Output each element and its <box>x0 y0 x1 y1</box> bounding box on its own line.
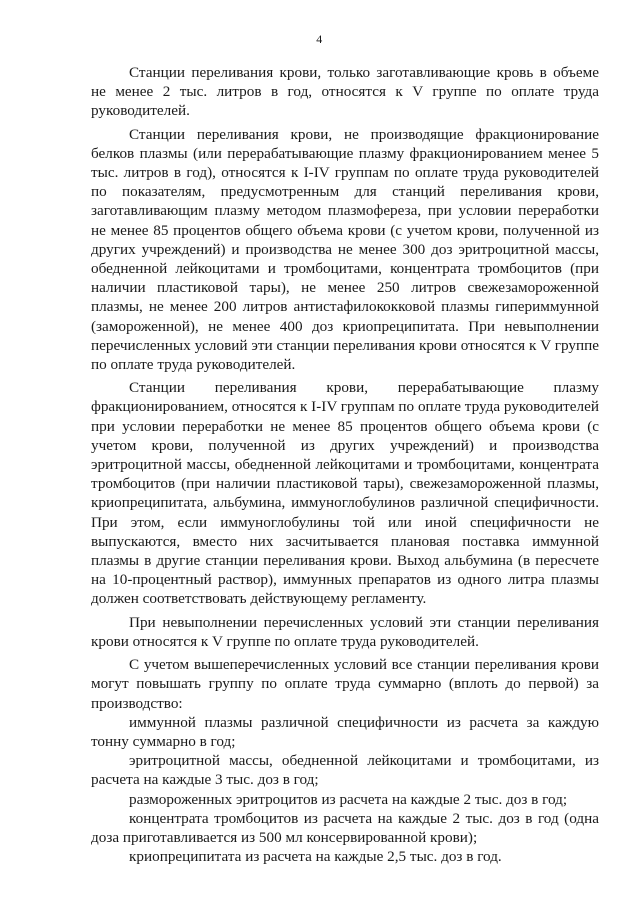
list-item-thawed-erythrocytes: размороженных эритроцитов из расчета на каждые 2 тыс. доз в год; <box>129 790 568 808</box>
list-item-erythrocyte-mass: эритроцитной массы, обедненной лейкоцитами и тромбоцитами, из расчета на каждые 3 тыс. доз в год; <box>91 752 599 789</box>
page-number: 4 <box>316 32 323 46</box>
paragraph-transfusion-v-group: Станции переливания крови, только заготавливающие кровь в объеме не менее 2 тыс. литров в год, относятся к V группе по оплате труда руководителей. <box>91 64 599 120</box>
paragraph-no-fractionation: Станции переливания крови, не производящие фракционирование белков плазмы (или перерабатывающие плазму фракционированием менее 5 тыс. литров в год), относятся к I-IV группам по оплате труда руководителей по показателям, предусмотренным для станций переливания крови, заготавливающим плазму методом плазмофереза, при условии переработки не менее 85 процентов общего объема крови (с учетом крови, полученной из других учреждений) и производства не менее 300 доз эритроцитной массы, обедненной лейкоцитами и тромбоцитами, концентрата тромбоцитов (при наличии пластиковой тары), не менее 250 литров свежезамороженной плазмы, не менее 200 литров антистафилококковой плазмы гипериммунной (замороженной), не менее 400 доз криопреципитата. При невыполнении перечисленных условий эти станции переливания крови относятся к V группе по оплате труда руководителей. <box>91 125 599 374</box>
list-item-platelet-concentrate: концентрата тромбоцитов из расчета на каждые 2 тыс. доз в год (одна доза приготавливается из 500 мл консервированной крови); <box>91 809 599 846</box>
paragraph-fractionation: Станции переливания крови, перерабатывающие плазму фракционированием, относятся к I-IV группам по оплате труда руководителей при условии переработки не менее 85 процентов общего объема крови (с учетом крови, полученной из других учреждений) и производства эритроцитной массы, обедненной лейкоцитами и тромбоцитами, концентрата тромбоцитов (при наличии пластиковой тары), свежезамороженной плазмы, криопреципитата, альбумина, иммуноглобулинов различной специфичности. При этом, если иммуноглобулины той или иной специфичности не выпускаются, вместо них засчитывается плановая поставка иммунной плазмы в другие станции переливания крови. Выход альбумина (в пересчете на 10-процентный раствор), иммунных препаратов из одного литра плазмы должен соответствовать действующему регламенту. <box>91 379 599 608</box>
list-item-immune-plasma: иммунной плазмы различной специфичности из расчета за каждую тонну суммарно в год; <box>91 713 599 750</box>
document-body <box>91 63 599 866</box>
list-item-cryoprecipitate: криопреципитата из расчета на каждые 2,5 тыс. доз в год. <box>129 848 502 866</box>
paragraph-non-compliance: При невыполнении перечисленных условий эти станции переливания крови относятся к V группе по оплате труда руководителей. <box>91 613 599 650</box>
paragraph-group-increase: С учетом вышеперечисленных условий все станции переливания крови могут повышать группу по оплате труда суммарно (вплоть до первой) за производство: <box>91 656 599 712</box>
